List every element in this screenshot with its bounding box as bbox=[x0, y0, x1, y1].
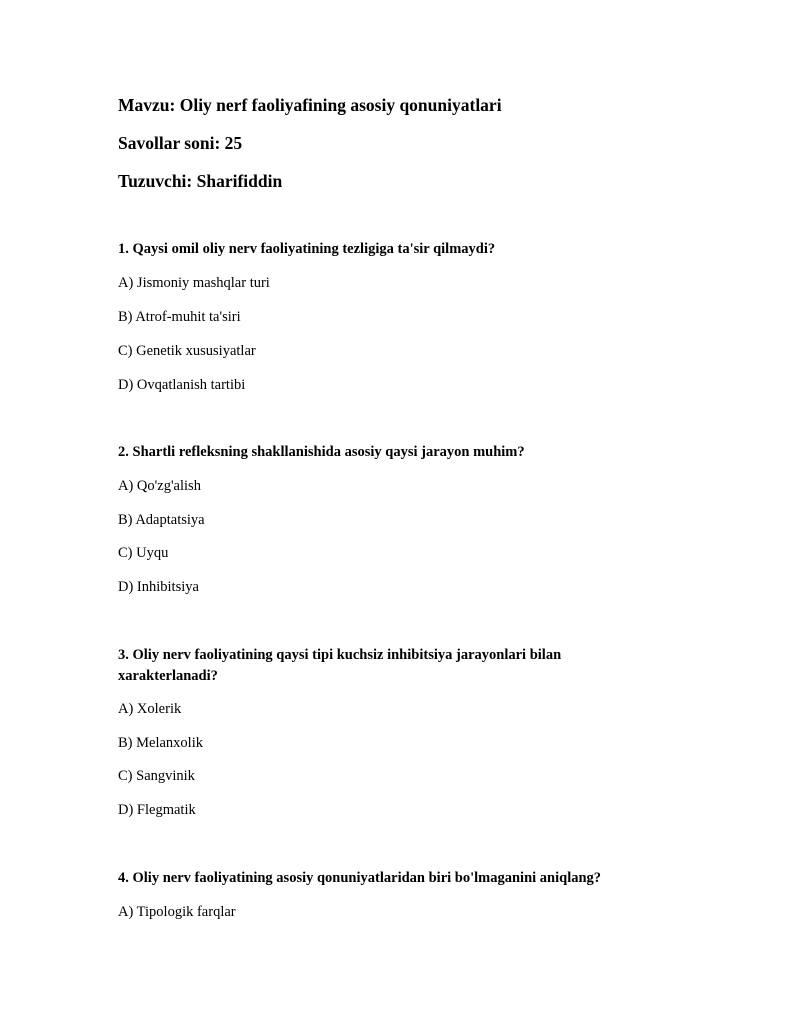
question-count-heading: Savollar soni: 25 bbox=[118, 133, 243, 153]
question-4-option-a: A) Tipologik farqlar bbox=[118, 904, 236, 920]
question-3: 3. Oliy nerv faoliyatining qaysi tipi kuchsiz inhibitsiya jarayonlari bilan xarakterlanadi? bbox=[118, 647, 562, 684]
question-1-option-c: C) Genetik xususiyatlar bbox=[118, 343, 256, 359]
question-2: 2. Shartli refleksning shakllanishida asosiy qaysi jarayon muhim? bbox=[118, 444, 525, 460]
question-1-option-b: B) Atrof-muhit ta'siri bbox=[118, 309, 241, 325]
question-2-option-d: D) Inhibitsiya bbox=[118, 579, 199, 595]
question-3-option-b: B) Melanxolik bbox=[118, 735, 203, 751]
question-2-option-c: C) Uyqu bbox=[118, 545, 169, 561]
question-2-option-a: A) Qo'zg'alish bbox=[118, 478, 201, 494]
question-4: 4. Oliy nerv faoliyatining asosiy qonuniyatlaridan biri bo'lmaganini aniqlang? bbox=[118, 870, 602, 886]
question-3-option-a: A) Xolerik bbox=[118, 701, 182, 717]
question-2-option-b: B) Adaptatsiya bbox=[118, 512, 205, 528]
author-heading: Tuzuvchi: Sharifiddin bbox=[118, 171, 283, 191]
question-1-option-d: D) Ovqatlanish tartibi bbox=[118, 377, 246, 393]
question-1-option-a: A) Jismoniy mashqlar turi bbox=[118, 275, 270, 291]
question-3-option-c: C) Sangvinik bbox=[118, 768, 195, 784]
topic-heading: Mavzu: Oliy nerf faoliyafining asosiy qonuniyatlari bbox=[118, 95, 502, 115]
question-1: 1. Qaysi omil oliy nerv faoliyatining tezligiga ta'sir qilmaydi? bbox=[118, 241, 496, 257]
question-3-option-d: D) Flegmatik bbox=[118, 802, 196, 818]
